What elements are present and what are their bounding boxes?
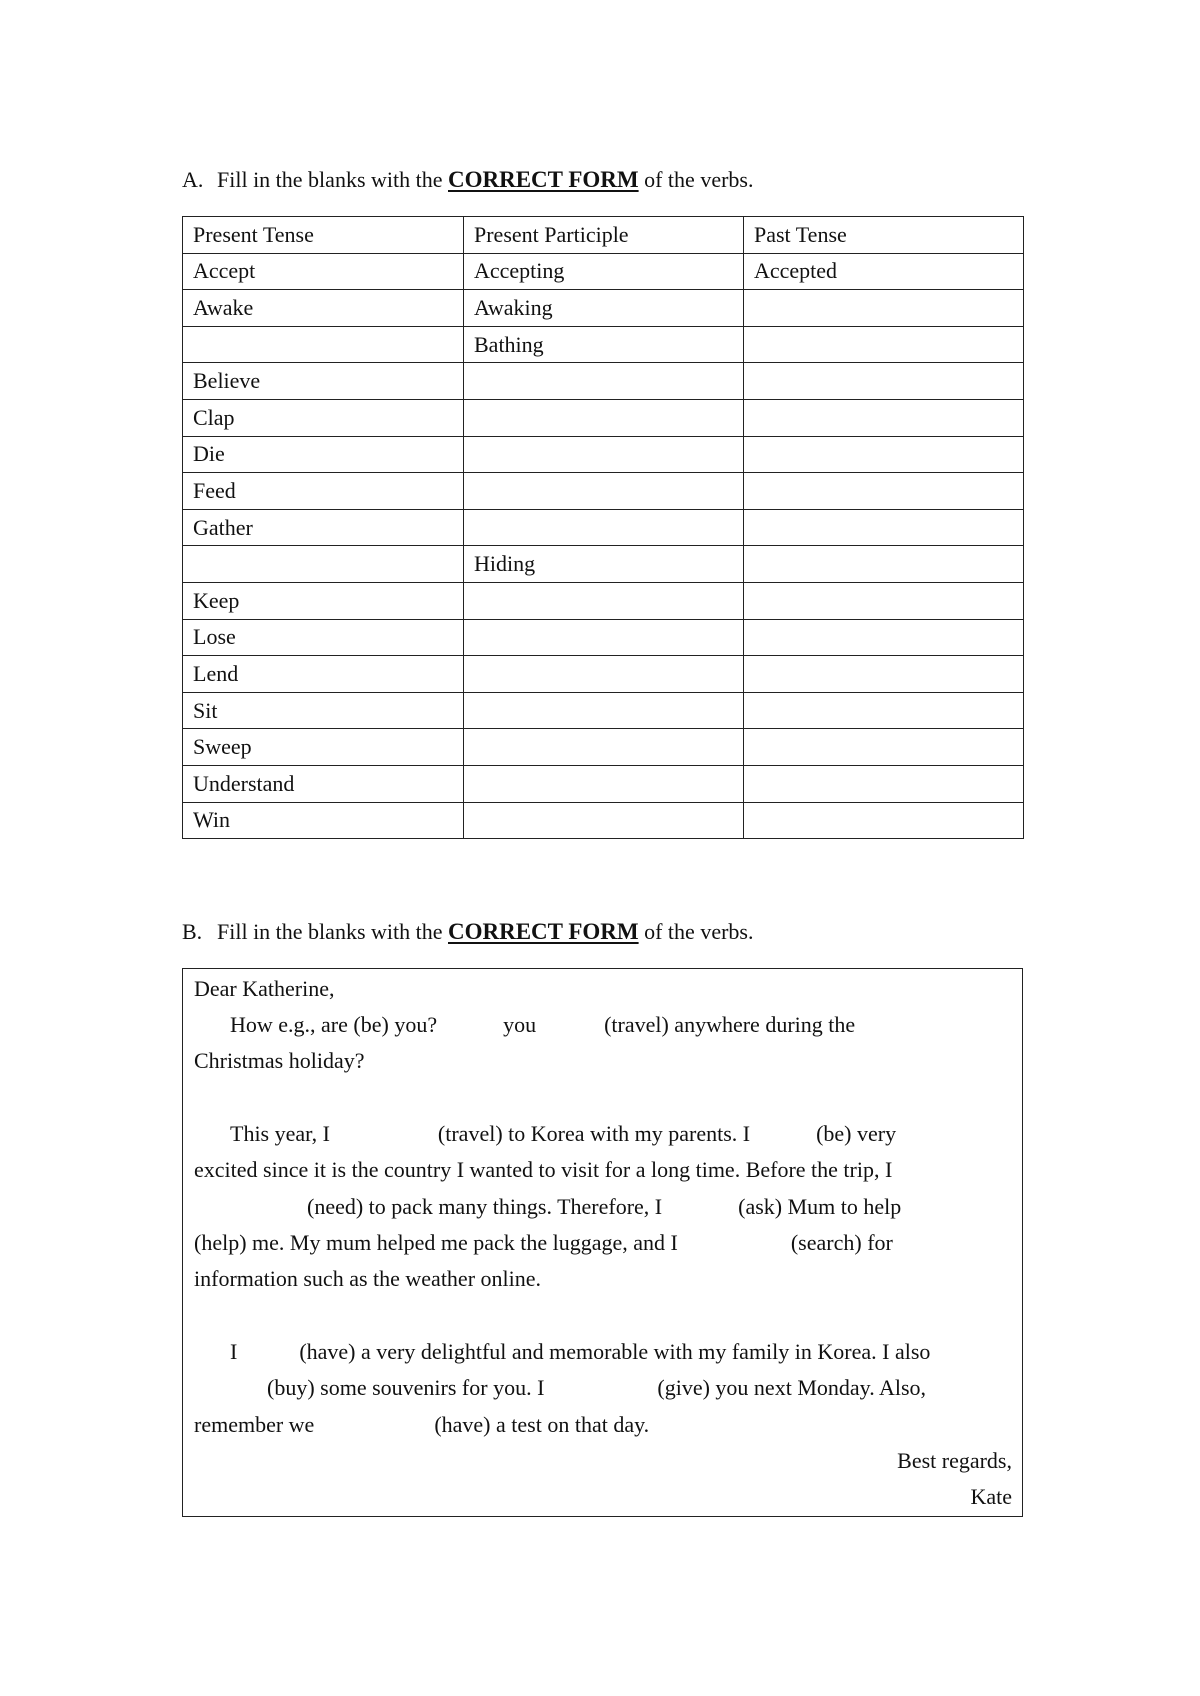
cell-present-participle: Awaking [464,290,744,327]
cell-present-tense: Sweep [183,729,464,766]
table-row [183,582,1024,619]
letter-line [194,1373,926,1403]
cell-present-tense: Awake [183,290,464,327]
cell-present-tense: Accept [183,253,464,290]
cell-past-tense [744,473,1024,510]
letter-text: How e.g., are (be) you? [230,1012,438,1037]
table-row [183,253,1024,290]
cell-present-participle [464,765,744,802]
section-b-suffix: of the verbs. [644,919,754,944]
cell-present-participle [464,692,744,729]
cell-present-tense: Keep [183,582,464,619]
cell-present-tense: Die [183,436,464,473]
letter-text: (be) very [816,1121,897,1146]
section-a-emphasis: CORRECT FORM [448,167,639,192]
cell-past-tense [744,399,1024,436]
letter-text: excited since it is the country I wanted to visit for a long time. Before the trip, I [194,1157,893,1182]
cell-past-tense [744,326,1024,363]
letter-text: (help) me. My mum helped me pack the luggage, and I [194,1230,678,1255]
table-row [183,326,1024,363]
section-a-heading [182,166,753,194]
cell-present-participle [464,399,744,436]
cell-present-tense: Lose [183,619,464,656]
cell-present-tense: Sit [183,692,464,729]
letter-text: I [230,1339,238,1364]
letter-text: (search) for [790,1230,893,1255]
section-b-prefix: Fill in the blanks with the [217,919,443,944]
cell-present-tense: Believe [183,363,464,400]
letter-line [230,1119,896,1149]
table-row [183,692,1024,729]
table-row [183,509,1024,546]
cell-present-tense: Gather [183,509,464,546]
letter-closing: Best regards, [897,1448,1012,1473]
table-row [183,363,1024,400]
cell-past-tense [744,363,1024,400]
cell-past-tense [744,692,1024,729]
letter-text: (need) to pack many things. Therefore, I [307,1194,663,1219]
letter-text: (have) a very delightful and memorable with my family in Korea. I also [299,1339,931,1364]
cell-present-tense [183,546,464,583]
cell-past-tense [744,582,1024,619]
table-header-row [183,217,1024,254]
table-row [183,656,1024,693]
header-present-tense: Present Tense [183,217,464,254]
cell-present-participle: Hiding [464,546,744,583]
cell-past-tense [744,765,1024,802]
table-row [183,765,1024,802]
section-a-letter: A. [182,167,204,192]
letter-line [194,1192,901,1222]
table-row [183,729,1024,766]
letter-text: you [503,1012,537,1037]
cell-past-tense: Accepted [744,253,1024,290]
cell-present-tense: Feed [183,473,464,510]
cell-present-tense [183,326,464,363]
table-row [183,290,1024,327]
letter-text: (ask) Mum to help [738,1194,902,1219]
letter-greeting: Dear Katherine, [194,976,335,1001]
header-past-tense: Past Tense [744,217,1024,254]
section-b-letter: B. [182,919,203,944]
section-a-prefix: Fill in the blanks with the [217,167,443,192]
letter-text: (buy) some souvenirs for you. I [267,1375,545,1400]
cell-past-tense [744,729,1024,766]
cell-present-participle: Accepting [464,253,744,290]
letter-signature: Kate [970,1484,1012,1509]
verb-forms-table [182,216,1024,839]
letter-text: (give) you next Monday. Also, [657,1375,927,1400]
letter-text: (travel) anywhere during the [604,1012,856,1037]
letter-text: remember we [194,1412,315,1437]
cell-past-tense [744,509,1024,546]
header-present-participle: Present Participle [464,217,744,254]
table-row [183,802,1024,839]
cell-past-tense [744,802,1024,839]
cell-present-participle: Bathing [464,326,744,363]
letter-line [194,1228,893,1258]
letter-text: Christmas holiday? [194,1048,365,1073]
letter-text: (have) a test on that day. [434,1412,650,1437]
letter-line [194,1410,649,1440]
cell-present-tense: Lend [183,656,464,693]
cell-present-participle [464,363,744,400]
cell-present-participle [464,656,744,693]
cell-present-participle [464,436,744,473]
cell-present-participle [464,729,744,766]
letter-box [182,968,1023,1517]
cell-present-participle [464,619,744,656]
cell-present-participle [464,802,744,839]
cell-present-participle [464,509,744,546]
cell-present-participle [464,582,744,619]
cell-past-tense [744,290,1024,327]
cell-past-tense [744,546,1024,583]
cell-past-tense [744,436,1024,473]
section-b-emphasis: CORRECT FORM [448,919,639,944]
cell-past-tense [744,656,1024,693]
section-a-suffix: of the verbs. [644,167,754,192]
table-row [183,546,1024,583]
letter-text: (travel) to Korea with my parents. I [437,1121,751,1146]
letter-line [230,1337,930,1367]
cell-present-participle [464,473,744,510]
letter-text: information such as the weather online. [194,1266,542,1291]
cell-present-tense: Clap [183,399,464,436]
cell-present-tense: Win [183,802,464,839]
table-row [183,399,1024,436]
table-row [183,473,1024,510]
section-b-heading [182,918,753,946]
table-row [183,436,1024,473]
letter-line [230,1010,855,1040]
letter-text: This year, I [230,1121,330,1146]
cell-past-tense [744,619,1024,656]
cell-present-tense: Understand [183,765,464,802]
table-row [183,619,1024,656]
